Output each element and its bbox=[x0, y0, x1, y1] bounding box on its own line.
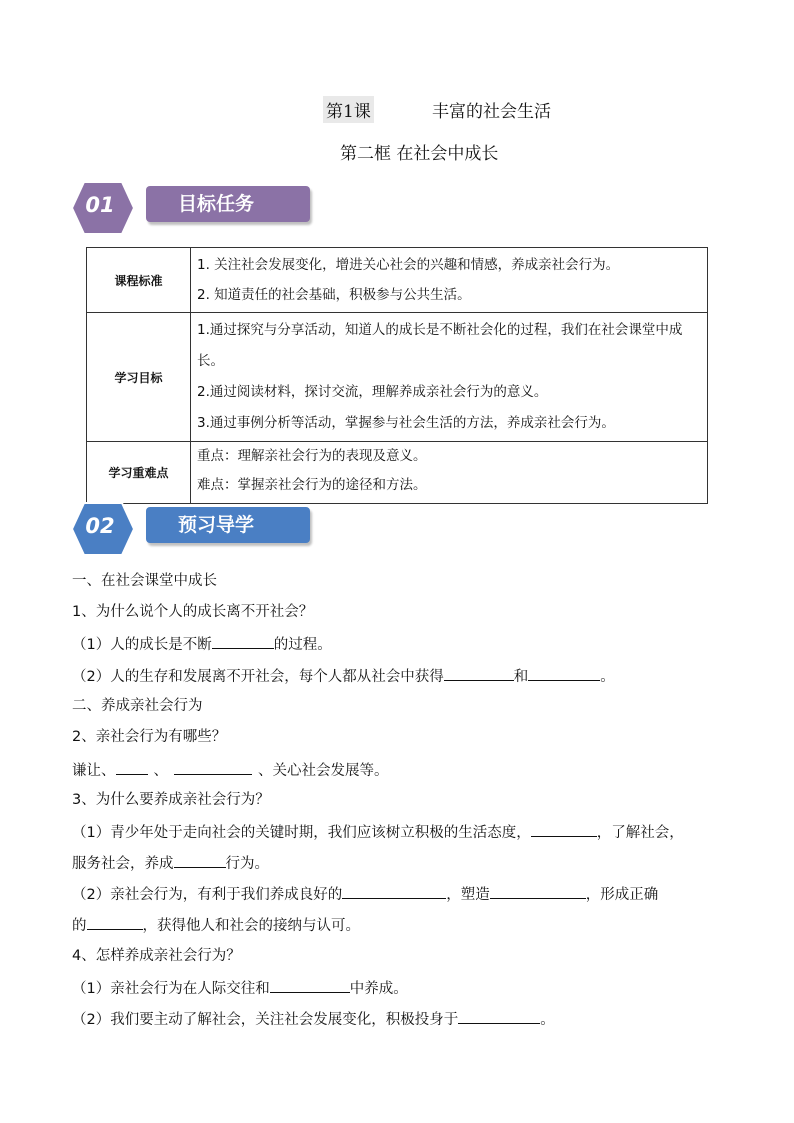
row-content bbox=[191, 313, 708, 442]
row-header: 学习重难点 bbox=[87, 442, 191, 504]
answer-line: （2）亲社会行为，有利于我们养成良好的 ，塑造 ，形成正确 bbox=[72, 883, 658, 905]
answer-line: （1）亲社会行为在人际交往和 中养成。 bbox=[72, 977, 408, 999]
section-title: 目标任务 bbox=[146, 186, 310, 222]
section-heading: 一、在社会课堂中成长 bbox=[72, 573, 217, 589]
section-heading: 二、养成亲社会行为 bbox=[72, 698, 203, 714]
fill-blank[interactable] bbox=[116, 759, 148, 775]
answer-line: （1）人的成长是不断 的过程。 bbox=[72, 633, 332, 655]
row-content bbox=[191, 248, 708, 313]
question: 3、为什么要养成亲社会行为？ bbox=[72, 792, 270, 808]
table-row bbox=[87, 442, 708, 504]
row-header: 课程标准 bbox=[87, 248, 191, 313]
lesson-title: 丰富的社会生活 bbox=[432, 102, 551, 122]
row-line: 2.通过阅读材料，探讨交流，理解养成亲社会行为的意义。 bbox=[197, 384, 548, 400]
row-content bbox=[191, 442, 708, 504]
frame-title: 第二框 在社会中成长 bbox=[340, 144, 499, 164]
row-line: 重点：理解亲社会行为的表现及意义。 bbox=[197, 448, 427, 464]
answer-line: （2）我们要主动了解社会，关注社会发展变化，积极投身于 。 bbox=[72, 1008, 555, 1030]
fill-blank[interactable] bbox=[444, 665, 514, 681]
section-banner-preview bbox=[70, 501, 320, 561]
fill-blank[interactable] bbox=[174, 759, 252, 775]
fill-blank[interactable] bbox=[490, 883, 586, 899]
row-header: 学习目标 bbox=[87, 313, 191, 442]
fill-blank[interactable] bbox=[87, 914, 143, 930]
answer-line: （2）人的生存和发展离不开社会，每个人都从社会中获得 和 。 bbox=[72, 665, 615, 687]
section-banner-goals bbox=[70, 180, 320, 240]
row-line: 2. 知道责任的社会基础，积极参与公共生活。 bbox=[197, 287, 471, 303]
answer-line: 谦让、 、 、关心社会发展等。 bbox=[72, 759, 389, 781]
fill-blank[interactable] bbox=[458, 1008, 540, 1024]
fill-blank[interactable] bbox=[528, 665, 600, 681]
fill-blank[interactable] bbox=[531, 821, 597, 837]
goals-table bbox=[86, 247, 708, 504]
question: 4、怎样养成亲社会行为？ bbox=[72, 948, 241, 964]
fill-blank[interactable] bbox=[342, 883, 446, 899]
table-row bbox=[87, 313, 708, 442]
section-number: 01 bbox=[85, 193, 115, 217]
fill-blank[interactable] bbox=[212, 633, 274, 649]
section-title: 预习导学 bbox=[146, 507, 310, 543]
row-line: 难点：掌握亲社会行为的途径和方法。 bbox=[197, 477, 427, 493]
table-row bbox=[87, 248, 708, 313]
answer-line: 的 ，获得他人和社会的接纳与认可。 bbox=[72, 914, 360, 936]
section-number: 02 bbox=[85, 514, 115, 538]
answer-line: 服务社会，养成 行为。 bbox=[72, 852, 269, 874]
row-line: 1.通过探究与分享活动，知道人的成长是不断社会化的过程，我们在社会课堂中成长。 bbox=[197, 322, 683, 369]
answer-line: （1）青少年处于走向社会的关键时期，我们应该树立积极的生活态度， ，了解社会， bbox=[72, 821, 684, 843]
row-line: 1. 关注社会发展变化，增进关心社会的兴趣和情感，养成亲社会行为。 bbox=[197, 257, 620, 273]
question: 2、亲社会行为有哪些？ bbox=[72, 729, 227, 745]
question: 1、为什么说个人的成长离不开社会？ bbox=[72, 604, 314, 620]
lesson-number: 第1课 bbox=[323, 96, 374, 123]
row-line: 3.通过事例分析等活动，掌握参与社会生活的方法，养成亲社会行为。 bbox=[197, 415, 615, 431]
fill-blank[interactable] bbox=[174, 852, 226, 868]
fill-blank[interactable] bbox=[270, 977, 350, 993]
